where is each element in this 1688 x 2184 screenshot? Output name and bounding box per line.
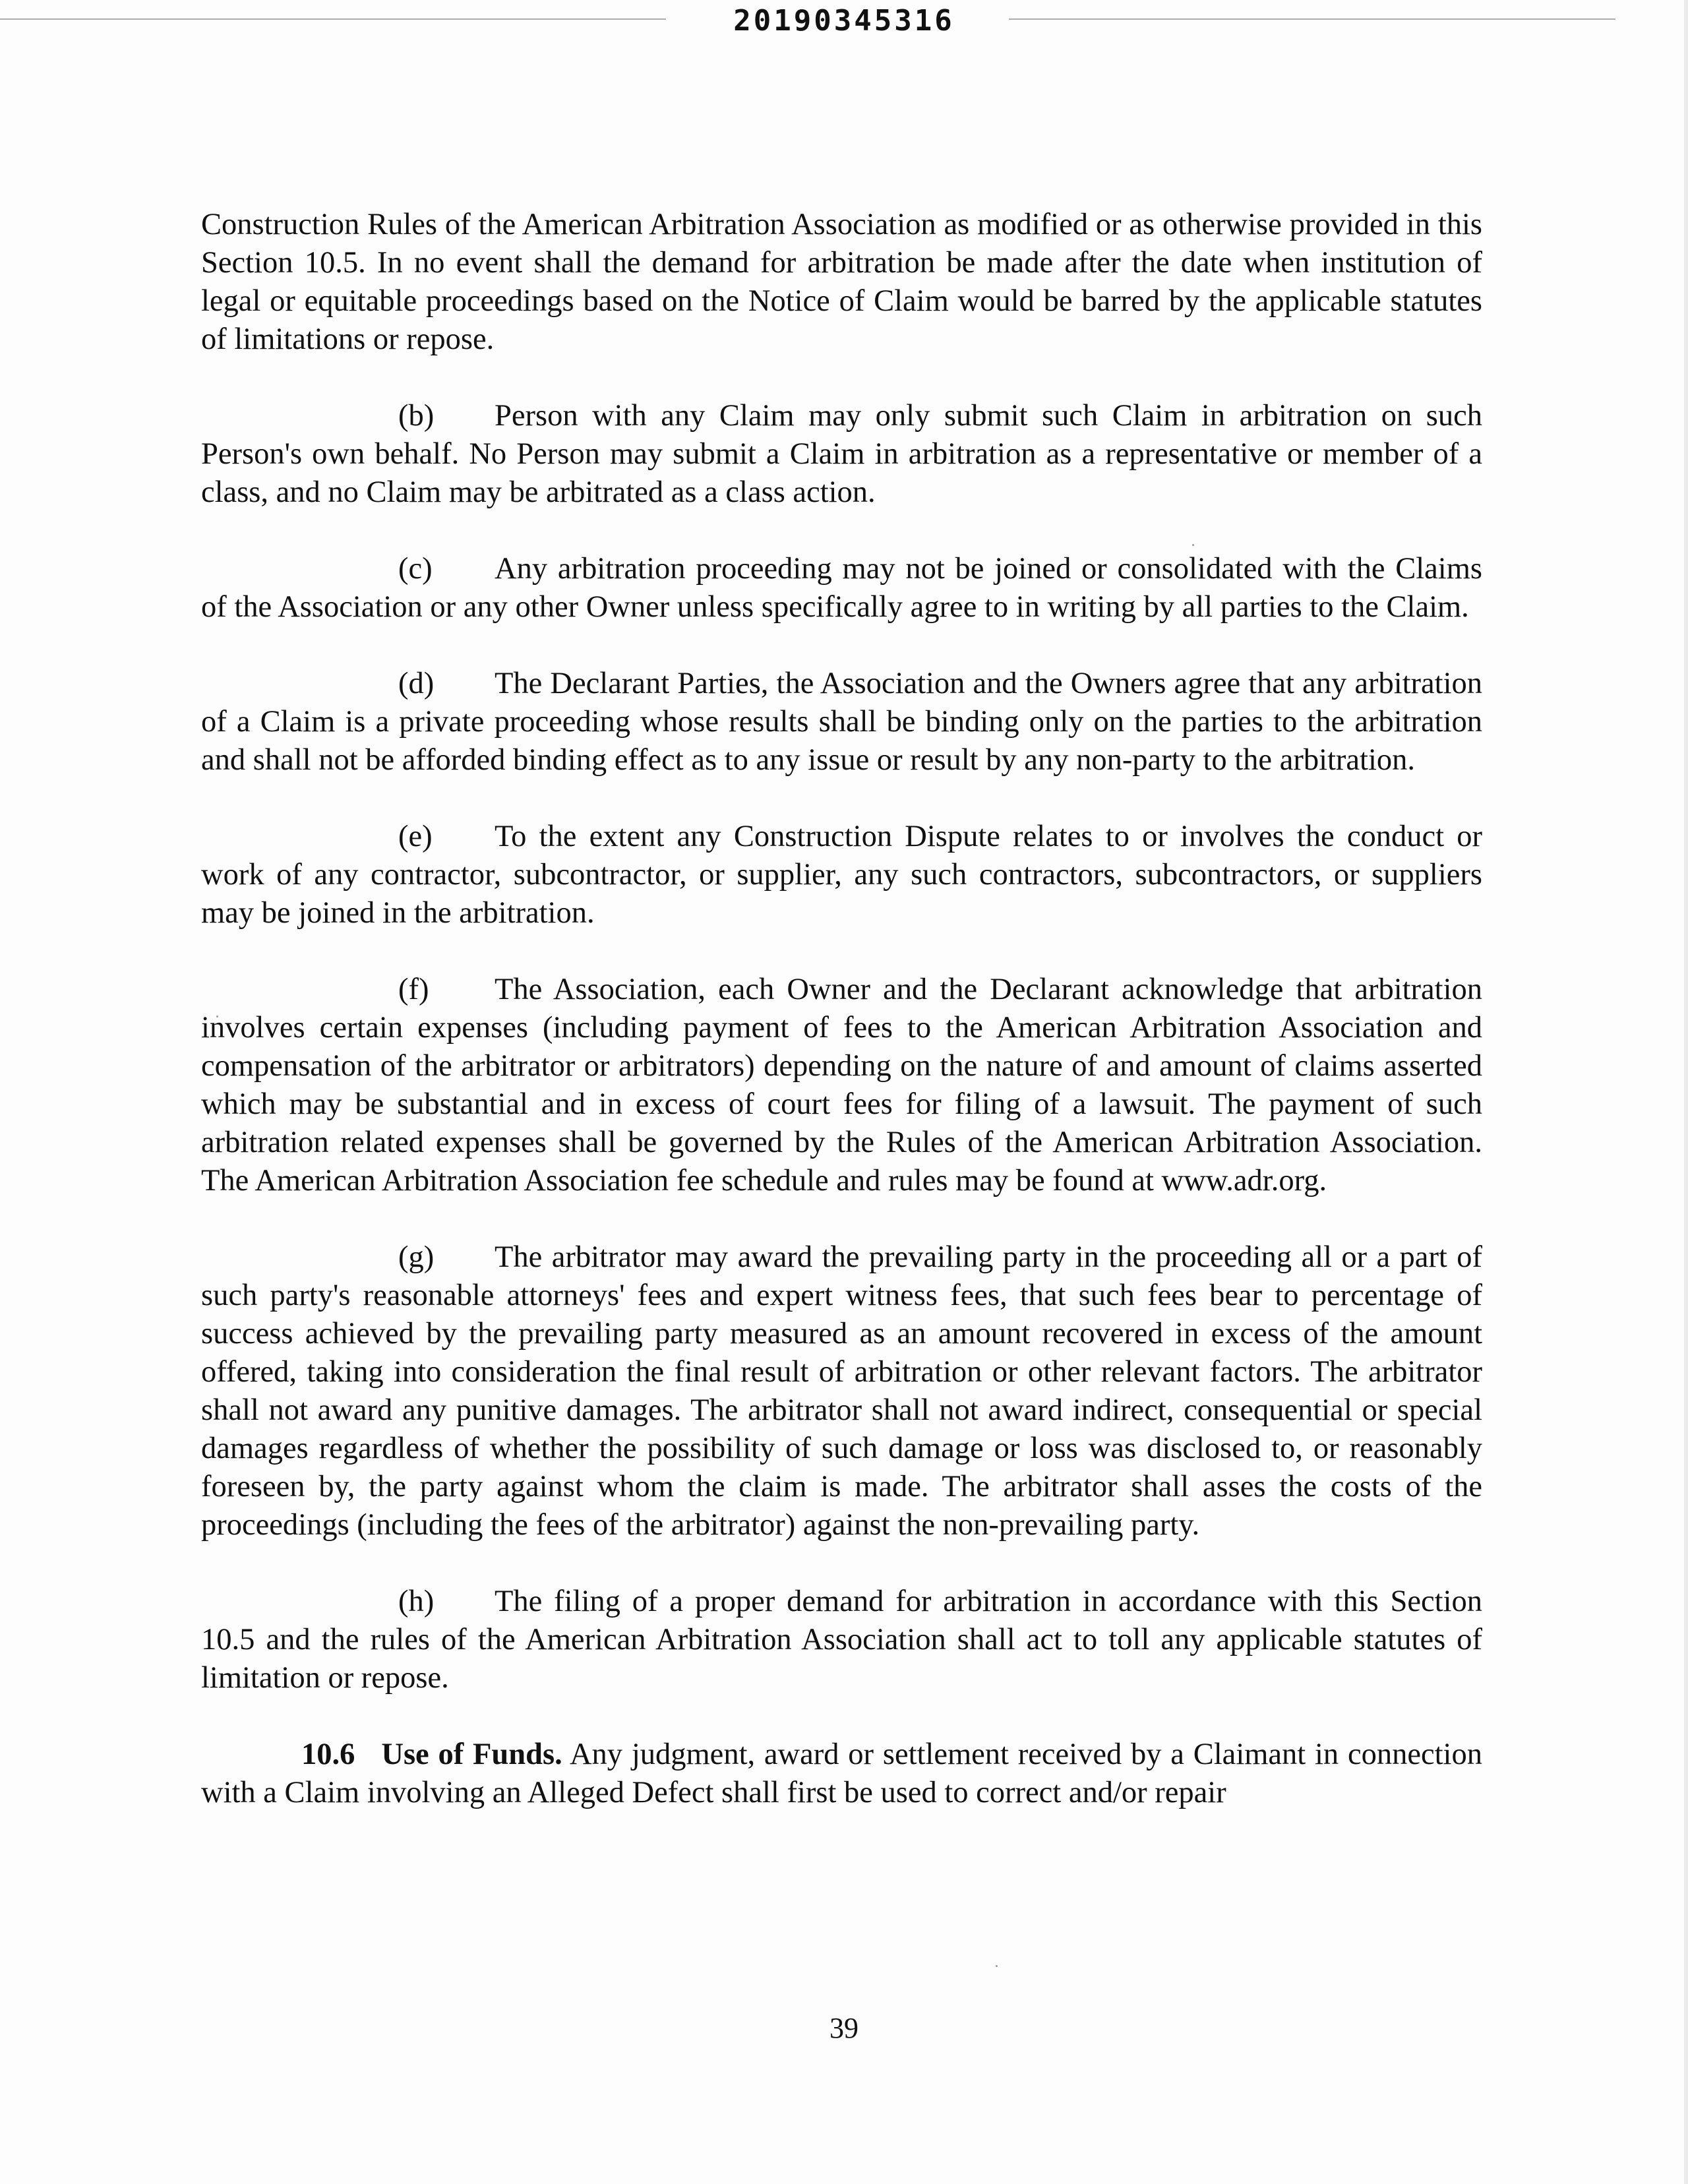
section-number: 10.6 <box>301 1738 355 1771</box>
document-number: 20190345316 <box>733 4 955 38</box>
scan-speck <box>996 1965 998 1967</box>
subsection-text: Person with any Claim may only submit such Claim in arbitration on such Person's own behalf. No Person may submit a Claim in arbitration as a representative or member of a class, and no Claim may be arbitrated as a class action. <box>201 399 1482 509</box>
subsection-marker: (g) <box>398 1240 435 1274</box>
section-text: Any judgment, award or settlement received by a Claimant in connection with a Claim involving an Alleged Defect shall first be used to correct and/or repair <box>201 1738 1482 1809</box>
subsection-marker: (e) <box>398 820 433 853</box>
subsection-b <box>201 397 1482 512</box>
subsection-marker: (c) <box>398 552 433 586</box>
subsection-marker: (d) <box>398 667 435 700</box>
document-body <box>201 206 1482 1850</box>
subsection-text: The filing of a proper demand for arbitration in accordance with this Section 10.5 and the rules of the American Arbitration Association shall act to toll any applicable statutes of limitation or repose. <box>201 1585 1482 1695</box>
subsection-h <box>201 1583 1482 1697</box>
subsection-e <box>201 818 1482 932</box>
subsection-marker: (h) <box>398 1585 435 1618</box>
subsection-marker: (b) <box>398 399 435 433</box>
continuation-paragraph <box>201 206 1482 359</box>
subsection-c <box>201 550 1482 626</box>
subsection-text: The Declarant Parties, the Association and the Owners agree that any arbitration of a Claim is a private proceeding whose results shall be binding only on the parties to the arbitration and shall not be afforded binding effect as to any issue or result by any non-party to the arbitration. <box>201 667 1482 777</box>
subsection-text: To the extent any Construction Dispute relates to or involves the conduct or work of any contractor, subcontractor, or supplier, any such contractors, subcontractors, or suppliers may be joined in the arbitration. <box>201 820 1482 930</box>
section-title: Use of Funds. <box>381 1738 562 1771</box>
subsection-d <box>201 665 1482 779</box>
scan-edge-strip <box>1684 0 1688 2184</box>
subsection-text: The arbitrator may award the prevailing party in the proceeding all or a part of such party's reasonable attorneys' fees and expert witness fees, that such fees bear to percentage of success achieved by the prevailing party measured as an amount recovered in excess of the amount offered, taking into consideration the final result of arbitration or other relevant factors. The arbitrator shall not award any punitive damages. The arbitrator shall not award indirect, consequential or special damages regardless of whether the possibility of such damage or loss was disclosed to, or reasonably foreseen by, the party against whom the claim is made. The arbitrator shall asses the costs of the proceedings (including the fees of the arbitrator) against the non-prevailing party. <box>201 1240 1482 1542</box>
subsection-f <box>201 971 1482 1200</box>
subsection-text: Any arbitration proceeding may not be joined or consolidated with the Claims of the Association or any other Owner unless specifically agree to in writing by all parties to the Claim. <box>201 552 1482 624</box>
subsection-text: The Association, each Owner and the Declarant acknowledge that arbitration involves certain expenses (including payment of fees to the American Arbitration Association and compensation of the arbitrator or arbitrators) depending on the nature of and amount of claims asserted which may be substantial and in excess of court fees for filing of a lawsuit. The payment of such arbitration related expenses shall be governed by the Rules of the American Arbitration Association. The American Arbitration Association fee schedule and rules may be found at www.adr.org. <box>201 973 1482 1198</box>
subsection-marker: (f) <box>398 973 429 1006</box>
page-number: 39 <box>829 2012 859 2044</box>
subsection-g <box>201 1238 1482 1544</box>
section-10-6 <box>201 1736 1482 1812</box>
continuation-text: Construction Rules of the American Arbitration Association as modified or as otherwise provided in this Section 10.5. In no event shall the demand for arbitration be made after the date when institution of legal or equitable proceedings based on the Notice of Claim would be barred by the applicable statutes of limitations or repose. <box>201 208 1482 356</box>
